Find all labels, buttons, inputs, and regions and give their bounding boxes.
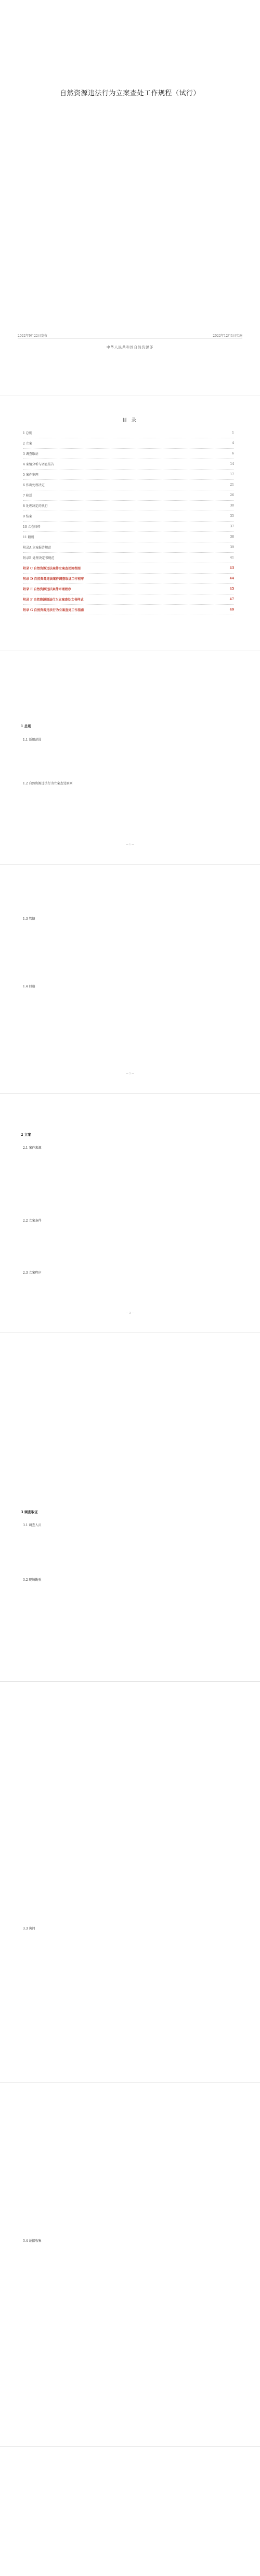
toc-item[interactable]: 11 附则 38 <box>23 532 234 542</box>
toc-appendix-item[interactable]: 附录 D 自然资源违法案件调查取证工作程序 44 <box>23 574 234 584</box>
document-title: 自然资源违法行为立案查处工作规程（试行） <box>59 90 200 97</box>
subsection-heading: 1.4 回避 <box>23 985 35 988</box>
toc-title: 目 录 <box>122 418 138 423</box>
toc-item[interactable]: 2 立案 4 <box>23 438 234 449</box>
table-of-contents <box>23 428 234 615</box>
page-separator <box>0 2082 260 2083</box>
toc-item[interactable]: 3 调查取证 6 <box>23 449 234 459</box>
toc-appendix-item[interactable]: 附录 C 自然资源违法案件立案查处流程图 43 <box>23 563 234 574</box>
section-heading: 2 立案 <box>21 1133 31 1137</box>
toc-item[interactable]: 附录B 处理决定书规范 41 <box>23 553 234 563</box>
page-separator <box>0 2446 260 2447</box>
issuer: 中华人民共和国自然资源部 <box>107 345 153 349</box>
page-number: — 2 — <box>125 1072 135 1075</box>
toc-item[interactable]: 9 结案 35 <box>23 511 234 522</box>
subsection-heading: 1.2 自然资源违法行为立案查处原则 <box>23 782 73 785</box>
page-separator <box>0 1681 260 1682</box>
toc-item[interactable]: 5 案件审理 17 <box>23 469 234 480</box>
toc-item[interactable]: 1 总则 1 <box>23 428 234 438</box>
toc-item[interactable]: 10 立卷归档 37 <box>23 522 234 532</box>
toc-item[interactable]: 4 案情分析与调查报告 14 <box>23 459 234 469</box>
page-separator <box>0 1093 260 1094</box>
subsection-heading: 3.2 现场勘验 <box>23 1578 42 1582</box>
toc-item[interactable]: 7 移送 26 <box>23 490 234 501</box>
page-separator <box>0 864 260 865</box>
subsection-heading: 2.3 立案程序 <box>23 1271 42 1275</box>
publish-date: 2022年9月22日发布 <box>18 334 47 338</box>
effective-date: 2022年12月1日实施 <box>213 334 242 338</box>
subsection-heading: 2.2 立案条件 <box>23 1219 42 1223</box>
toc-appendix-item[interactable]: 附录 G 自然资源违法行为立案查处工作指南 49 <box>23 605 234 615</box>
subsection-heading: 1.1 适用范围 <box>23 738 42 742</box>
toc-item[interactable]: 附录A 立案报告规范 39 <box>23 542 234 553</box>
section-heading: 3 调查取证 <box>21 1510 38 1514</box>
page-number: — 3 — <box>125 1312 135 1315</box>
page-number: — 1 — <box>125 843 135 846</box>
subsection-heading: 3.1 调查人员 <box>23 1524 42 1527</box>
subsection-heading: 3.3 询问 <box>23 1927 35 1931</box>
toc-appendix-item[interactable]: 附录 E 自然资源违法案件审理程序 45 <box>23 584 234 594</box>
toc-appendix-item[interactable]: 附录 F 自然资源违法行为立案查处文书样式 47 <box>23 594 234 605</box>
section-heading: 1 总则 <box>21 724 31 728</box>
toc-item[interactable]: 6 作出处理决定 21 <box>23 480 234 490</box>
toc-item[interactable]: 8 处理决定的执行 30 <box>23 501 234 511</box>
subsection-heading: 1.3 管辖 <box>23 917 35 921</box>
subsection-heading: 2.1 案件来源 <box>23 1146 42 1150</box>
subsection-heading: 3.4 证据收集 <box>23 2239 42 2243</box>
